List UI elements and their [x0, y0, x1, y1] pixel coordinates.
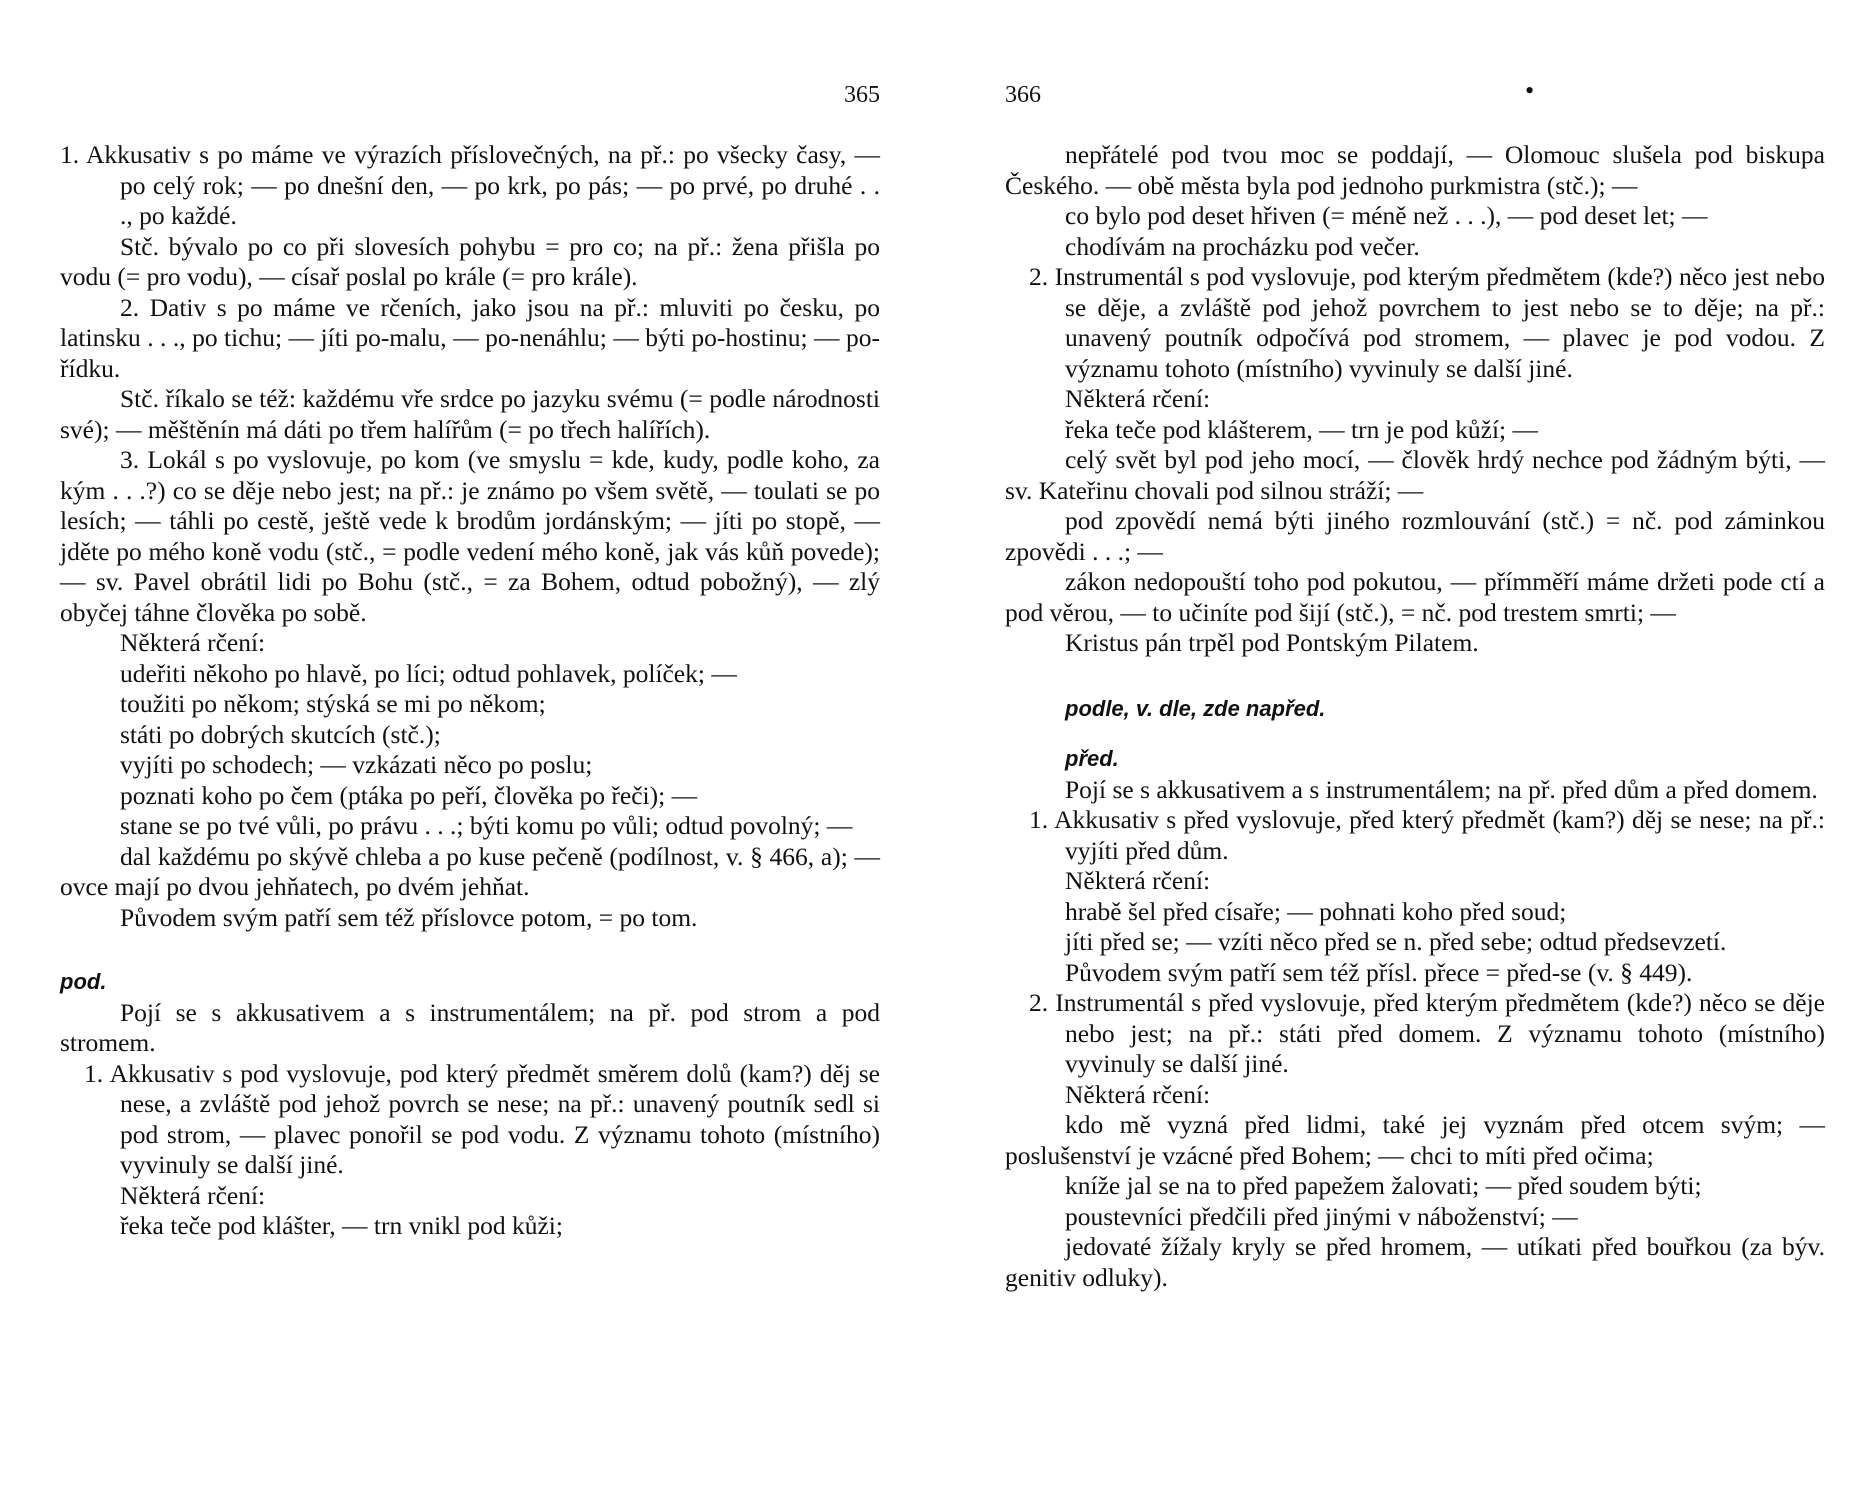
text-line: Některá rčení: [1065, 384, 1211, 413]
text-line: pod zpovědí nemá býti jiného rozmlouvání (stč.) = nč. pod záminkou zpovědi . . .; — [1005, 506, 1825, 566]
spacer [1005, 659, 1825, 693]
text-line: 1. Akkusativ s před vyslovuje, před který předmět (kam?) děj se nese; na př.: vyjíti před dům. [1029, 805, 1825, 865]
text-line: udeřiti někoho po hlavě, po líci; odtud pohlavek, políček; — [120, 658, 737, 688]
text-line: 2. Dativ s po máme ve rčeních, jako jsou na př.: mluviti po česku, po latinsku . . ., po tichu; — jíti po-malu, — po-nenáhlu; — býti po-hostinu; — po-řídku. [60, 292, 880, 383]
text-line: celý svět byl pod jeho mocí, — člověk hrdý nechce pod žádným býti, — sv. Kateřinu chovali pod silnou stráží; — [1005, 445, 1825, 505]
text-line: Některá rčení: [120, 628, 266, 657]
text-line: dal každému po skývě chleba a po kuse pečeně (podílnost, v. § 466, a); — ovce mají po dvou jehňatech, po dvém jehňat. [60, 841, 880, 901]
page-number-right: 366 [1005, 82, 1041, 108]
text-line: Některá rčení: [1065, 866, 1211, 895]
text-line: státi po dobrých skutcích (stč.); [120, 719, 441, 749]
section-heading-pred: před. [1065, 746, 1119, 771]
text-line: kníže jal se na to před papežem žalovati; — před soudem býti; [1065, 1171, 1702, 1200]
text-line: Původem svým patří sem též přísl. přece = před-se (v. § 449). [1065, 957, 1693, 987]
text-line: Pojí se s akkusativem a s instrumentálem; na př. pod strom a pod stromem. [60, 997, 880, 1057]
section-heading-podle: podle, v. dle, zde napřed. [1065, 695, 1326, 721]
text-line: kdo mě vyzná před lidmi, také jej vyznám před otcem svým; — poslušenství je vzácné před Bohem; — chci to míti před očima; [1005, 1110, 1825, 1170]
left-page [60, 0, 880, 1500]
text-line: toužiti po někom; stýská se mi po někom; [120, 689, 546, 718]
text-line: poznati koho po čem (ptáka po peří, člověka po řeči); — [120, 780, 698, 810]
text-line: co bylo pod deset hřiven (= méně než . . .), — pod deset let; — [1065, 201, 1708, 230]
text-line: Původem svým patří sem též příslovce potom, = po tom. [120, 902, 698, 932]
text-line: vyjíti po schodech; — vzkázati něco po poslu; [120, 750, 593, 779]
section-heading-pod: pod. [60, 969, 107, 994]
text-line: poustevníci předčili před jinými v náboženství; — [1065, 1201, 1578, 1231]
text-line: chodívám na procházku pod večer. [1065, 231, 1420, 261]
text-line: jedovaté žížaly kryly se před hromem, — utíkati před bouřkou (za býv. genitiv odluky). [1005, 1232, 1825, 1292]
text-line: jíti před se; — vzíti něco před se n. před sebe; odtud předsevzetí. [1065, 927, 1727, 956]
podle-reference [1005, 693, 1825, 725]
right-page [1005, 0, 1825, 1500]
text-line: Stč. bývalo po co při slovesích pohybu = pro co; na př.: žena přišla po vodu (= pro vodu), — císař poslal po krále (= pro krále). [60, 231, 880, 291]
text-line: Pojí se s akkusativem a s instrumentálem; na př. před dům a před domem. [1065, 774, 1818, 804]
spacer [1005, 724, 1825, 744]
text-line: zákon nedopouští toho pod pokutou, — přímměří máme držeti pode ctí a pod věrou, — to učiníte pod šijí (stč.), = nč. pod trestem smrti; — [1005, 567, 1825, 627]
page-mark: • [1525, 76, 1535, 105]
text-line: Některá rčení: [120, 1180, 266, 1210]
text-line: 2. Instrumentál s před vyslovuje, před kterým předmětem (kde?) něco se děje nebo jest; na př.: státi před domem. Z významu tohoto (místního) vyvinuly se další jiné. [1029, 988, 1825, 1078]
text-line: Kristus pán trpěl pod Pontským Pilatem. [1065, 628, 1479, 657]
spacer [60, 933, 880, 967]
text-line: 1. Akkusativ s po máme ve výrazích příslovečných, na př.: po všecky časy, — po celý rok; — po dnešní den, — po krk, po pás; — po prvé, po druhé . . ., po každé. [60, 140, 880, 230]
text-line: Některá rčení: [1065, 1079, 1211, 1109]
text-line: 1. Akkusativ s pod vyslovuje, pod který předmět směrem dolů (kam?) děj se nese, a zvláště pod jehož povrch se nese; na př.: unavený poutník sedl si pod strom, — plavec ponořil se pod vodu. Z významu tohoto (místního) vyvinuly se další jiné. [84, 1058, 880, 1179]
right-page-text [1005, 140, 1825, 1293]
page-number-left: 365 [844, 82, 880, 108]
text-line: stane se po tvé vůli, po právu . . .; býti komu po vůli; odtud povolný; — [120, 811, 853, 840]
left-page-text [60, 140, 880, 1242]
text-line: hrabě šel před císaře; — pohnati koho před soud; [1065, 896, 1567, 926]
text-line: řeka teče pod klášter, — trn vnikl pod kůži; [120, 1211, 563, 1240]
text-line: 3. Lokál s po vyslovuje, po kom (ve smyslu = kde, kudy, podle koho, za kým . . .?) co se děje nebo jest; na př.: je známo po všem světě, — toulati se po lesích; — táhli po cestě, ještě vede k brodům jordánským; — jíti po stopě, — jděte po mého koně vodu (stč., = podle vedení mého koně, jak vás kůň povede); — sv. Pavel obrátil lidi po Bohu (stč., = za Bohem, odtud pobožný), — zlý obyčej táhne člověka po sobě. [60, 445, 880, 627]
text-line: 2. Instrumentál s pod vyslovuje, pod kterým předmětem (kde?) něco jest nebo se děje, a zvláště pod jehož povrchem to jest nebo se to děje; na př.: unavený poutník odpočívá pod stromem, — plavec je pod vodou. Z významu tohoto (místního) vyvinuly se další jiné. [1029, 262, 1825, 383]
text-line: Stč. říkalo se též: každému vře srdce po jazyku svému (= podle národnosti své); — měštěnín má dáti po třem halířům (= po třech halířích). [60, 384, 880, 444]
text-line: řeka teče pod klášterem, — trn je pod kůží; — [1065, 414, 1539, 444]
text-line: nepřátelé pod tvou moc se poddají, — Olomouc slušela pod biskupa Českého. — obě města byla pod jednoho purkmistra (stč.); — [1005, 140, 1825, 200]
